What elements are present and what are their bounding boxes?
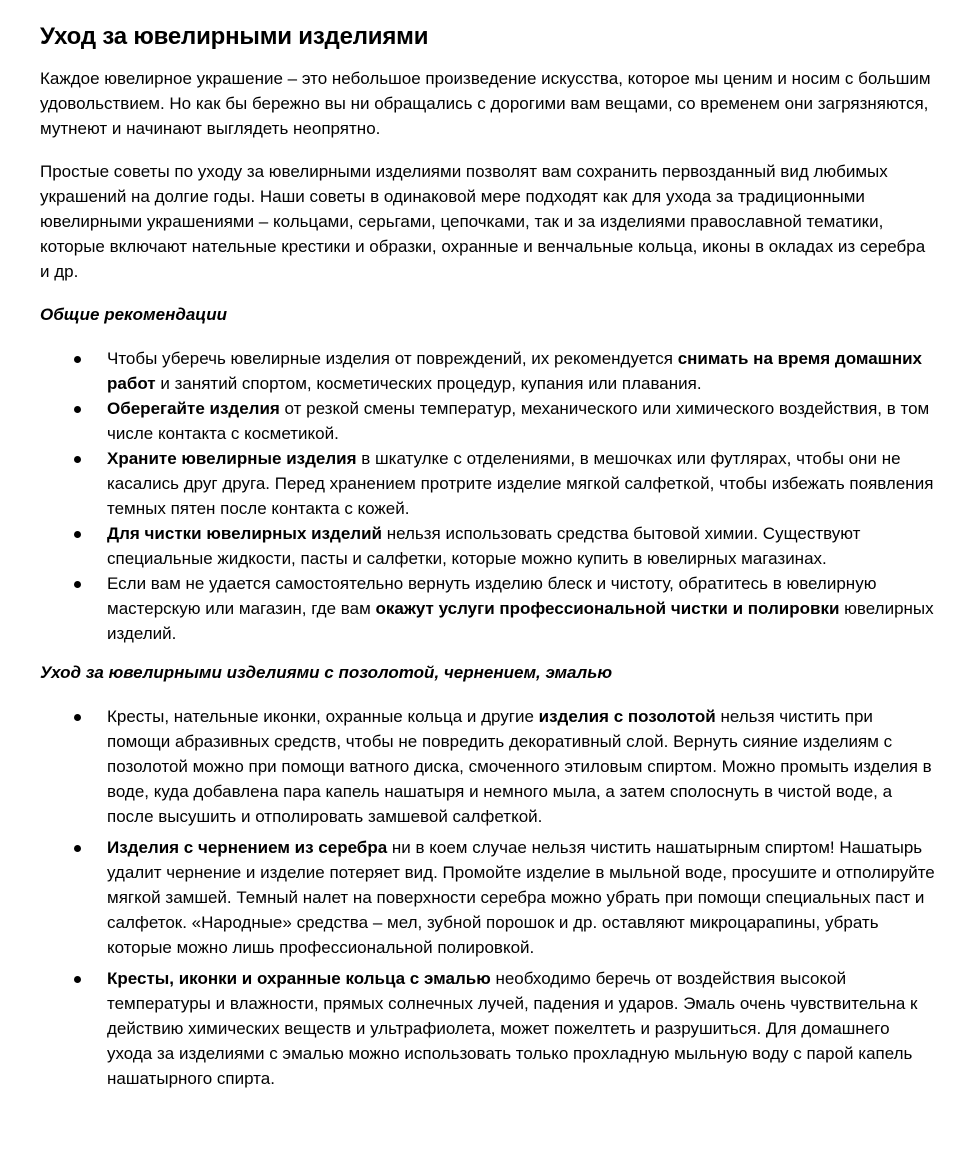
item-bold-text: Храните ювелирные изделия xyxy=(107,449,357,468)
list-item xyxy=(40,835,939,960)
item-text: Если вам не удается самостоятельно вернуть изделию блеск и чистоту, обратитесь в ювелирную мастерскую или магазин, где вам xyxy=(107,574,877,618)
list-item xyxy=(40,966,939,1091)
item-bold-text: изделия с позолотой xyxy=(538,707,716,726)
item-text: и занятий спортом, косметических процедур, купания или плавания. xyxy=(155,374,702,393)
list-item xyxy=(40,571,939,646)
bullet-icon xyxy=(74,714,81,721)
item-bold-text: Кресты, иконки и охранные кольца с эмалью xyxy=(107,969,491,988)
list-item xyxy=(40,346,939,396)
item-text: Чтобы уберечь ювелирные изделия от повреждений, их рекомендуется xyxy=(107,349,678,368)
general-recommendations-list xyxy=(40,346,939,646)
bullet-icon xyxy=(74,356,81,363)
item-text: нельзя использовать средства бытовой химии. Существуют специальные жидкости, пасты и салфетки, которые можно купить в ювелирных магазинах. xyxy=(107,524,861,568)
bullet-icon xyxy=(74,581,81,588)
item-text: ни в коем случае нельзя чистить нашатырным спиртом! Нашатырь удалит чернение и изделие потеряет вид. Промойте изделие в мыльной воде, просушите и отполируйте мягкой замшей. Темный налет на поверхности серебра можно убрать при помощи специальных паст и салфеток. «Народные» средства – мел, зубной порошок и др. оставляют микроцарапины, убрать которые можно лишь профессиональной полировкой. xyxy=(107,838,935,957)
list-item xyxy=(40,704,939,829)
intro-paragraph-1: Каждое ювелирное украшение – это небольшое произведение искусства, которое мы ценим и носим с большим удовольствием. Но как бы бережно вы ни обращались с дорогими вам вещами, со временем они загрязняются, мутнеют и начинают выглядеть неопрятно. xyxy=(40,69,931,138)
item-text: от резкой смены температур, механического или химического воздействия, в том числе контакта с косметикой. xyxy=(107,399,930,443)
item-text: необходимо беречь от воздействия высокой температуры и влажности, прямых солнечных лучей, падения и ударов. Эмаль очень чувствительна к действию химических веществ и ультрафиолета, может пожелтеть и разрушиться. Для домашнего ухода за изделиями с эмалью можно использовать только прохладную мыльную воду с парой капель нашатырного спирта. xyxy=(107,969,918,1088)
list-item xyxy=(40,521,939,571)
item-text: Кресты, нательные иконки, охранные кольца и другие xyxy=(107,707,539,726)
intro-paragraph-2: Простые советы по уходу за ювелирными изделиями позволят вам сохранить первозданный вид любимых украшений на долгие годы. Наши советы в одинаковой мере подходят как для ухода за традиционными ювелирными украшениями – кольцами, серьгами, цепочками, так и за изделиями православной тематики, которые включают нательные крестики и образки, охранные и венчальные кольца, иконы в окладах из серебра и др. xyxy=(40,162,926,281)
bullet-icon xyxy=(74,456,81,463)
section-heading-general: Общие рекомендации xyxy=(40,305,228,324)
list-item xyxy=(40,446,939,521)
item-text: нельзя чистить при помощи абразивных средств, чтобы не повредить декоративный слой. Вернуть сияние изделиям с позолотой можно при помощи ватного диска, смоченного этиловым спиртом. Можно промыть изделия в воде, куда добавлена пара капель нашатыря и немного мыла, а затем сполоснуть в чистой воде, а после высушить и отполировать замшевой салфеткой. xyxy=(107,707,932,826)
section-heading-coatings: Уход за ювелирными изделиями с позолотой, чернением, эмалью xyxy=(40,663,613,682)
bullet-icon xyxy=(74,531,81,538)
item-text: ювелирных изделий. xyxy=(107,599,934,643)
item-bold-text: Оберегайте изделия xyxy=(107,399,280,418)
item-bold-text: снимать на время домашних работ xyxy=(107,349,923,393)
bullet-icon xyxy=(74,406,81,413)
page-title: Уход за ювелирными изделиями xyxy=(40,23,429,50)
item-text: в шкатулке с отделениями, в мешочках или футлярах, чтобы они не касались друг друга. Перед хранением протрите изделие мягкой салфеткой, чтобы избежать появления темных пятен после контакта с кожей. xyxy=(107,449,934,518)
bullet-icon xyxy=(74,976,81,983)
coatings-care-list xyxy=(40,704,939,1091)
item-bold-text: Для чистки ювелирных изделий xyxy=(107,524,382,543)
bullet-icon xyxy=(74,845,81,852)
item-bold-text: окажут услуги профессиональной чистки и полировки xyxy=(375,599,840,618)
list-item xyxy=(40,396,939,446)
item-bold-text: Изделия с чернением из серебра xyxy=(107,838,388,857)
